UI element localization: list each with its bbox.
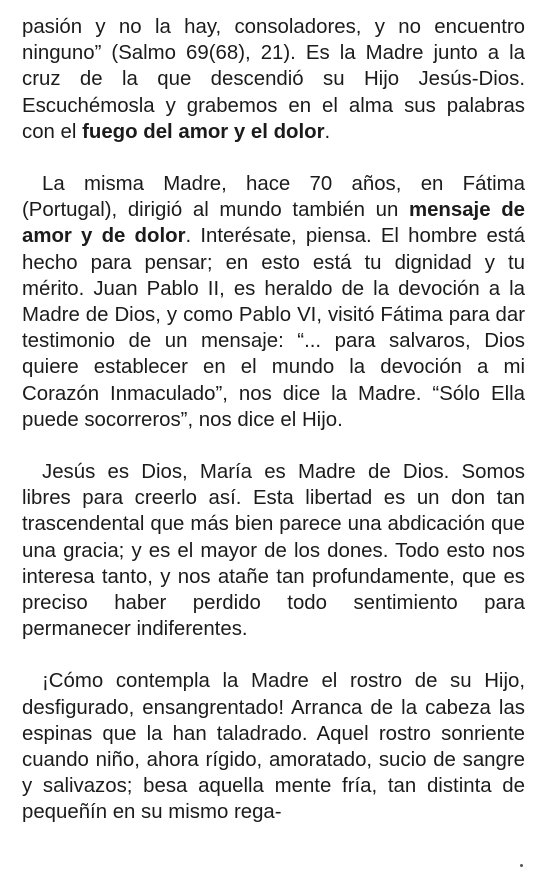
paragraph-3-run-1: Jesús es Dios, María es Madre de Dios. Somos libres para creerlo así. Esta libertad es un don tan trascendental que más bien parece una abdicación que una gracia; y es el mayor de los dones. Todo esto nos interesa tanto, y nos atañe tan profundamente, que es preciso haber perdido todo sentimiento para permanecer indiferentes.	[22, 461, 525, 641]
page-dot-mark	[520, 864, 523, 867]
paragraph-2-run-1: La misma Madre, hace 70 años, en Fátima (Portugal), dirigió al mundo también un	[22, 173, 525, 222]
paragraph-2-run-3: . Interésate, piensa. El hombre está hecho para pensar; en esto está tu dignidad y tu mérito. Juan Pablo II, es heraldo de la devoción a la Madre de Dios, y como Pablo VI, visitó Fátima para dar testimonio de un mensaje: “... para salvaros, Dios quiere establecer en el mundo la devoción a mi Corazón Inmaculado”, nos dice la Madre. “Sólo Ella puede socorreros”, nos dice el Hijo.	[22, 225, 525, 431]
paragraph-1-run-1: pasión y no la hay, consoladores, y no encuentro ninguno” (Salmo 69(68), 21). Es la Madre junto a la cruz de la que descendió su Hijo Jesús-Dios. Escuchémosla y grabemos en el alma sus palabras con el	[22, 16, 525, 143]
paragraph-4	[22, 668, 525, 825]
paragraph-1	[22, 14, 525, 145]
paragraph-3	[22, 459, 525, 642]
paragraph-1-bold-phrase: fuego del amor y el dolor	[82, 120, 325, 143]
paragraph-4-run-1: ¡Cómo contempla la Madre el rostro de su Hijo, desfigurado, ensangrentado! Arranca de la cabeza las espinas que la han taladrado. Aquel rostro sonriente cuando niño, ahora rígido, amoratado, sucio de sangre y salivazos; besa aquella mente fría, tan distinta de pequeñín en su mismo rega-	[22, 670, 525, 824]
paragraph-2-bold-phrase: mensaje de amor y de dolor	[22, 199, 525, 248]
paragraph-1-run-3: .	[324, 120, 331, 143]
paragraph-2	[22, 171, 525, 433]
